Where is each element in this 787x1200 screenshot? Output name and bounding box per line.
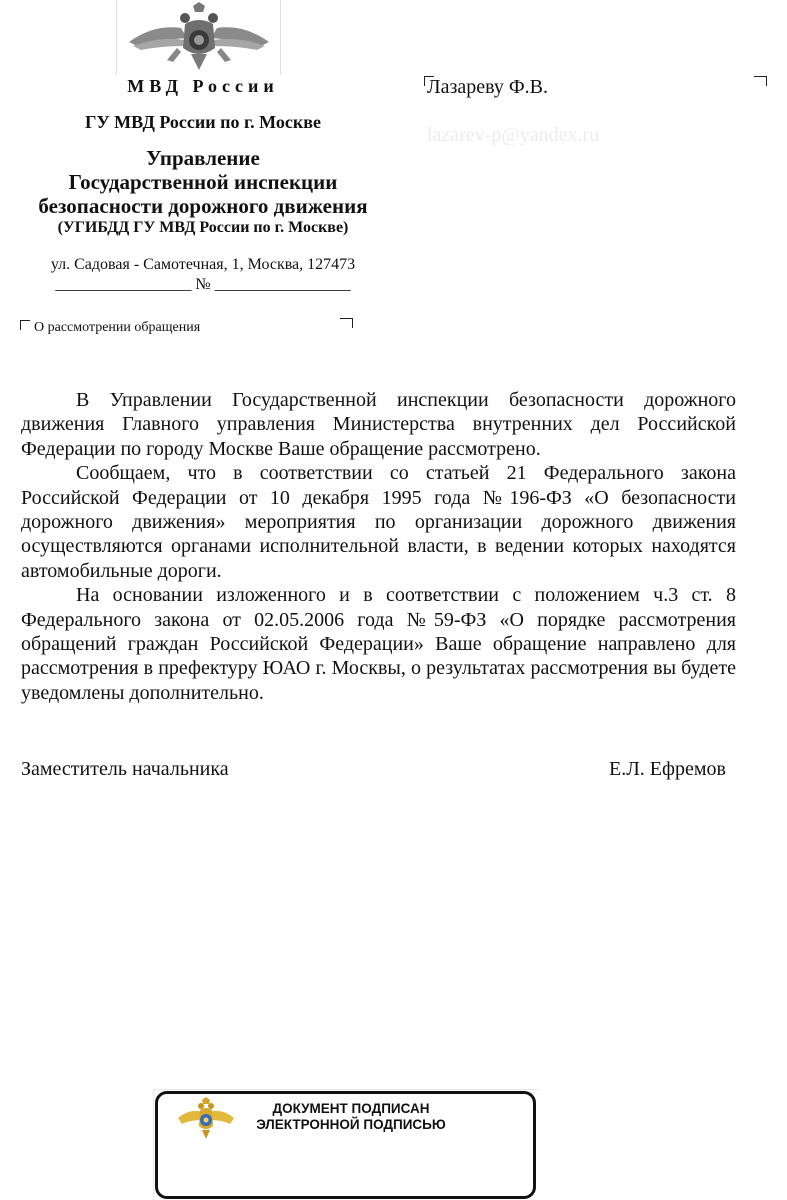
addressee-email: lazarev-p@yandex.ru (427, 124, 600, 146)
e-signature-stamp-text (240, 1101, 462, 1133)
mvd-emblem-image (116, 0, 281, 75)
addressee-bracket-right (754, 76, 767, 86)
gold-eagle-emblem-icon (176, 1096, 236, 1140)
subject-line: О рассмотрении обращения (34, 320, 201, 335)
directorate-abbreviation: (УГИБДД ГУ МВД России по г. Москве) (57, 219, 349, 236)
directorate-line: безопасности дорожного движения (38, 194, 368, 218)
body-paragraph: В Управлении Государственной инспекции безопасности дорожного движения Главного управления Министерства внутренних дел Российской Федерации по городу Москве Ваше обращение рассмотрено. (21, 389, 736, 460)
eagle-emblem-icon (119, 2, 279, 74)
body-paragraph: На основании изложенного и в соответствии с положением ч.3 ст. 8 Федерального закона от 02.05.2006 года №59-ФЗ «О порядке рассмотрения обращений граждан Российской Федерации» Ваше обращение направлено для рассмотрения в префектуру ЮАО г. Москвы, о результатах рассмотрения вы будете уведомлены дополнительно. (21, 584, 736, 704)
signatory-title: Заместитель начальника (21, 758, 229, 780)
body-paragraph: Сообщаем, что в соответствии со статьей 21 Федерального закона Российской Федерации от 10 декабря 1995 года №196-ФЗ «О безопасности дорожного движения» мероприятия по организации дорожного движения осуществляются органами исполнительной власти, в ведении которых находятся автомобильные дороги. (21, 462, 736, 582)
addressee-name: Лазареву Ф.В. (427, 76, 548, 98)
document-number-line: _________________ № _________________ (55, 276, 351, 293)
directorate-line: Государственной инспекции (68, 170, 338, 194)
department-name: ГУ МВД России по г. Москве (85, 112, 321, 132)
signatory-name: Е.Л. Ефремов (609, 758, 726, 780)
stamp-line: ДОКУМЕНТ ПОДПИСАН (272, 1101, 430, 1116)
stamp-line: ЭЛЕКТРОННОЙ ПОДПИСЬЮ (256, 1117, 446, 1132)
directorate-name (20, 146, 386, 218)
subject-bracket-left (20, 320, 30, 330)
subject-bracket-right (340, 318, 353, 328)
directorate-address: ул. Садовая - Самотечная, 1, Москва, 127473 (50, 256, 356, 273)
ministry-name: МВД России (127, 76, 279, 96)
directorate-line: Управление (146, 146, 260, 170)
letter-body (21, 388, 736, 705)
